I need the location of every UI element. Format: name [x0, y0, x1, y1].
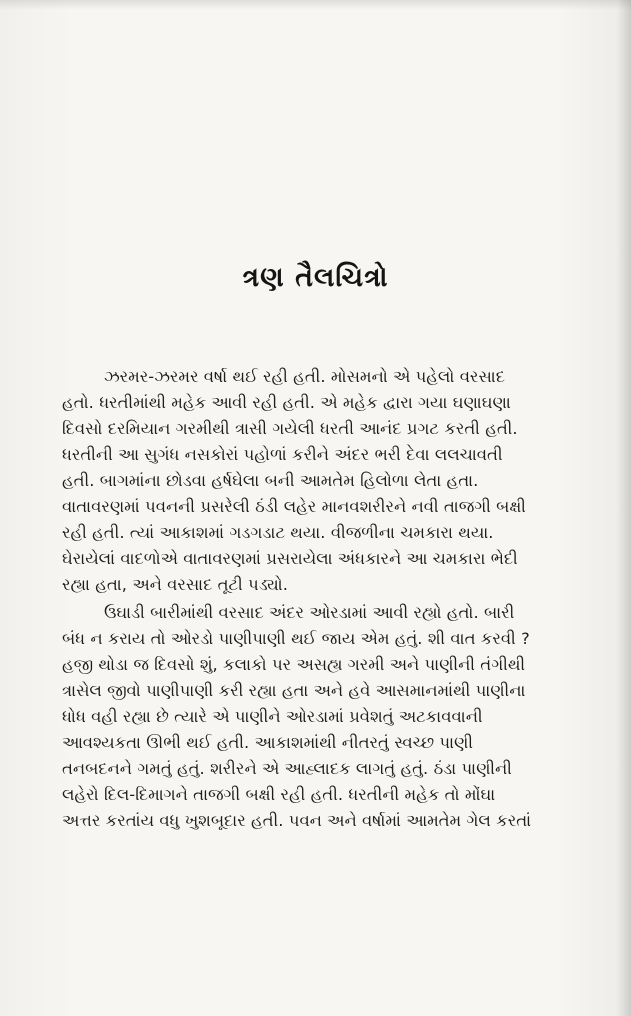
- text-line: હતી. બાગમાંના છોડવા હર્ષઘેલા બની આમતેમ હિલોળા લેતા હતા.: [62, 471, 479, 490]
- text-line: આવશ્યકતા ઊભી થઈ હતી. આકાશમાંથી નીતરતું સ્વચ્છ પાણી: [62, 733, 473, 752]
- text-line: ધરતીની આ સુગંધ નસકોરાં પહોળાં કરીને અંદર ભરી દેવા લલચાવતી: [62, 445, 503, 464]
- text-line: બંધ ન કરાય તો ઓરડો પાણીપાણી થઈ જાય એમ હતું. શી વાત કરવી ?: [62, 629, 530, 648]
- text-line: ઘેરાયેલાં વાદળોએ વાતાવરણમાં પ્રસરાયેલા અંધકારને આ ચમકારા ભેદી: [62, 549, 518, 568]
- text-line: હતો. ધરતીમાંથી મહેક આવી રહી હતી. એ મહેક દ્વારા ગયા ઘણાઘણા: [62, 393, 511, 412]
- text-line: તનબદનને ગમતું હતું. શરીરને એ આહ્લાદક લાગતું હતું. ઠંડા પાણીની: [62, 759, 512, 778]
- text-line: લહેરો દિલ-દિમાગને તાજગી બક્ષી રહી હતી. ધરતીની મહેક તો મોંઘા: [62, 785, 496, 804]
- page-gutter-shadow: [617, 0, 631, 1016]
- chapter-title: ત્રણ તૈલચિત્રો: [242, 262, 389, 293]
- text-line: ઉઘાડી બારીમાંથી વરસાદ અંદર ઓરડામાં આવી રહ્યો હતો. બારી: [104, 603, 515, 622]
- text-line: દિવસો દરમિયાન ગરમીથી ત્રાસી ગયેલી ધરતી આનંદ પ્રગટ કરતી હતી.: [62, 419, 518, 438]
- body-text: [62, 364, 582, 834]
- text-line: રહી હતી. ત્યાં આકાશમાં ગડગડાટ થયા. વીજળીના ચમકારા થયા.: [62, 523, 494, 542]
- text-line: વાતાવરણમાં પવનની પ્રસરેલી ઠંડી લહેર માનવશરીરને નવી તાજગી બક્ષી: [62, 497, 526, 516]
- paragraph-1: [62, 364, 582, 598]
- text-line: અત્તર કરતાંય વધુ ખુશબૂદાર હતી. પવન અને વર્ષામાં આમતેમ ગેલ કરતાં: [62, 811, 532, 830]
- page-top-edge: [0, 0, 631, 10]
- text-line: ઝરમર-ઝરમર વર્ષા થઈ રહી હતી. મોસમનો એ પહેલો વરસાદ: [104, 367, 505, 386]
- text-line: ત્રાસેલ જીવો પાણીપાણી કરી રહ્યા હતા અને હવે આસમાનમાંથી પાણીના: [62, 681, 526, 700]
- paragraph-2: [62, 600, 582, 834]
- text-line: હજી થોડા જ દિવસો શું, કલાકો પર અસહ્ય ગરમી અને પાણીની તંગીથી: [62, 655, 526, 674]
- text-line: રહ્યા હતા, અને વરસાદ તૂટી પડ્યો.: [62, 575, 288, 594]
- text-line: ધોધ વહી રહ્યા છે ત્યારે એ પાણીને ઓરડામાં પ્રવેશતું અટકાવવાની: [62, 707, 483, 726]
